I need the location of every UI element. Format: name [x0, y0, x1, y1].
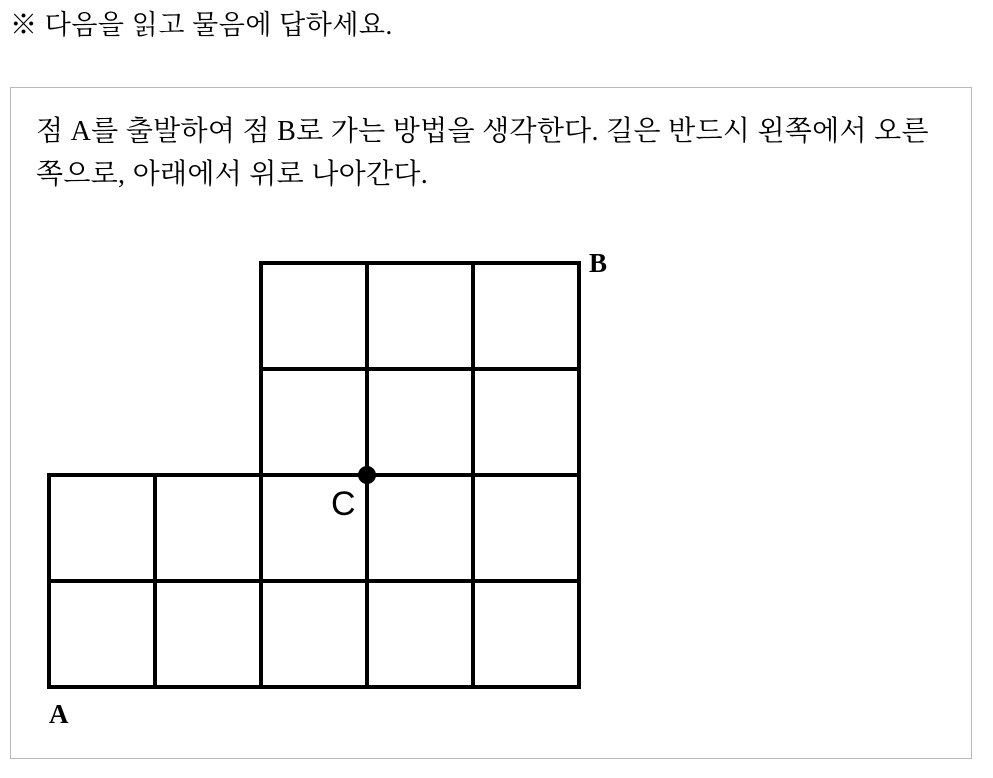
label-a: A — [49, 699, 69, 729]
grid-lines — [49, 263, 579, 687]
problem-statement: 점 A를 출발하여 점 B로 가는 방법을 생각한다. 길은 반드시 왼쪽에서 오른쪽으로, 아래에서 위로 나아간다. — [36, 116, 929, 191]
label-b: B — [589, 253, 608, 279]
problem-box — [10, 87, 972, 759]
lattice-grid-diagram — [41, 253, 661, 733]
instruction-text: ※ 다음을 읽고 물음에 답하세요. — [10, 10, 393, 40]
point-c-marker — [358, 466, 376, 484]
label-c: C — [331, 485, 356, 523]
